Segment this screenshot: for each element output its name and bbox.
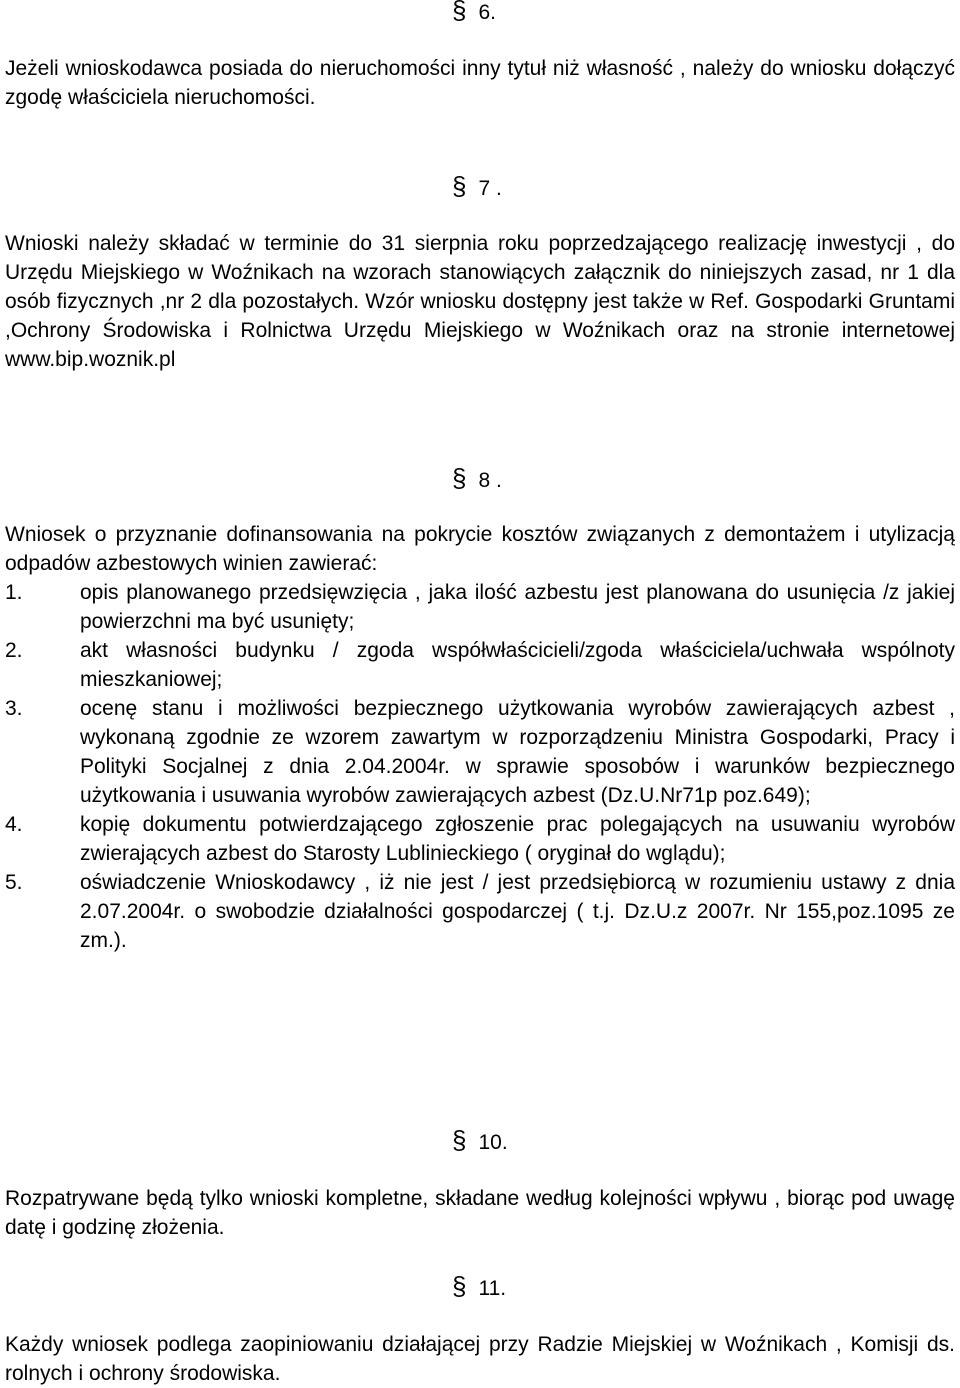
list-item-text: ocenę stanu i możliwości bezpiecznego użytkowania wyrobów zawierających azbest , wykonaną zgodnie ze wzorem zawartym w rozporządzeniu Ministra Gospodarki, Pracy i Polityki Socjalnej z dnia 2.04.2004r. w sprawie sposobów i warunków bezpiecznego użytkowania i usuwania wyrobów zawierających azbest (Dz.U.Nr71p poz.649); bbox=[80, 697, 955, 807]
section-7-heading bbox=[452, 172, 502, 203]
section-sign: § bbox=[452, 463, 467, 493]
section-number: 7 . bbox=[478, 177, 502, 200]
list-item-text: akt własności budynku / zgoda współwłaścicieli/zgoda właściciela/uchwała wspólnoty mieszkaniowej; bbox=[80, 639, 955, 691]
section-8-intro: Wniosek o przyznanie dofinansowania na pokrycie kosztów związanych z demontażem i utylizacją odpadów azbestowych winien zawierać: bbox=[5, 523, 955, 575]
list-item-number: 4. bbox=[5, 813, 23, 836]
list-item-number: 3. bbox=[5, 697, 23, 720]
section-11-heading bbox=[452, 1272, 506, 1303]
section-sign: § bbox=[452, 0, 467, 25]
list-item bbox=[5, 636, 955, 694]
section-7-text: Wnioski należy składać w terminie do 31 sierpnia roku poprzedzającego realizację inwestycji , do Urzędu Miejskiego w Woźnikach na wzorach stanowiących załącznik do niniejszych zasad, nr 1 dla osób fizycznych ,nr 2 dla pozostałych. Wzór wniosku dostępny jest także w Ref. Gospodarki Gruntami ,Ochrony Środowiska i Rolnictwa Urzędu Miejskiego w Woźnikach oraz na stronie internetowej www.bip.woznik.pl bbox=[5, 232, 955, 371]
list-item bbox=[5, 810, 955, 868]
section-8-heading bbox=[452, 464, 502, 495]
list-item bbox=[5, 578, 955, 636]
section-sign: § bbox=[452, 171, 467, 201]
list-item-text: opis planowanego przedsięwzięcia , jaka ilość azbestu jest planowana do usunięcia /z jakiej powierzchni ma być usunięty; bbox=[80, 581, 955, 633]
section-number: 6. bbox=[478, 1, 496, 24]
list-item-number: 5. bbox=[5, 871, 23, 894]
list-item-number: 2. bbox=[5, 639, 23, 662]
list-item-number: 1. bbox=[5, 581, 23, 604]
list-item bbox=[5, 694, 955, 810]
required-documents-list bbox=[5, 578, 955, 955]
section-11-text: Każdy wniosek podlega zaopiniowaniu działającej przy Radzie Miejskiej w Woźnikach , Komisji ds. rolnych i ochrony środowiska. bbox=[5, 1333, 955, 1385]
section-10-text: Rozpatrywane będą tylko wnioski kompletne, składane według kolejności wpływu , biorąc pod uwagę datę i godzinę złożenia. bbox=[5, 1187, 955, 1239]
section-sign: § bbox=[452, 1271, 467, 1301]
section-6-heading bbox=[452, 0, 496, 27]
section-sign: § bbox=[452, 1125, 467, 1155]
section-number: 11. bbox=[478, 1277, 507, 1300]
list-item-text: oświadczenie Wnioskodawcy , iż nie jest / jest przedsiębiorcą w rozumieniu ustawy z dnia 2.07.2004r. o swobodzie działalności gospodarczej ( t.j. Dz.U.z 2007r. Nr 155,poz.1095 ze zm.). bbox=[80, 871, 955, 952]
list-item-text: kopię dokumentu potwierdzającego zgłoszenie prac polegających na usuwaniu wyrobów zwierających azbest do Starosty Lublinieckiego ( oryginał do wglądu); bbox=[80, 813, 955, 865]
list-item bbox=[5, 868, 955, 955]
section-10-heading bbox=[452, 1126, 508, 1157]
section-number: 8 . bbox=[478, 469, 502, 492]
section-6-text: Jeżeli wnioskodawca posiada do nieruchomości inny tytuł niż własność , należy do wniosku dołączyć zgodę właściciela nieruchomości. bbox=[5, 57, 955, 109]
section-number: 10. bbox=[478, 1131, 508, 1154]
